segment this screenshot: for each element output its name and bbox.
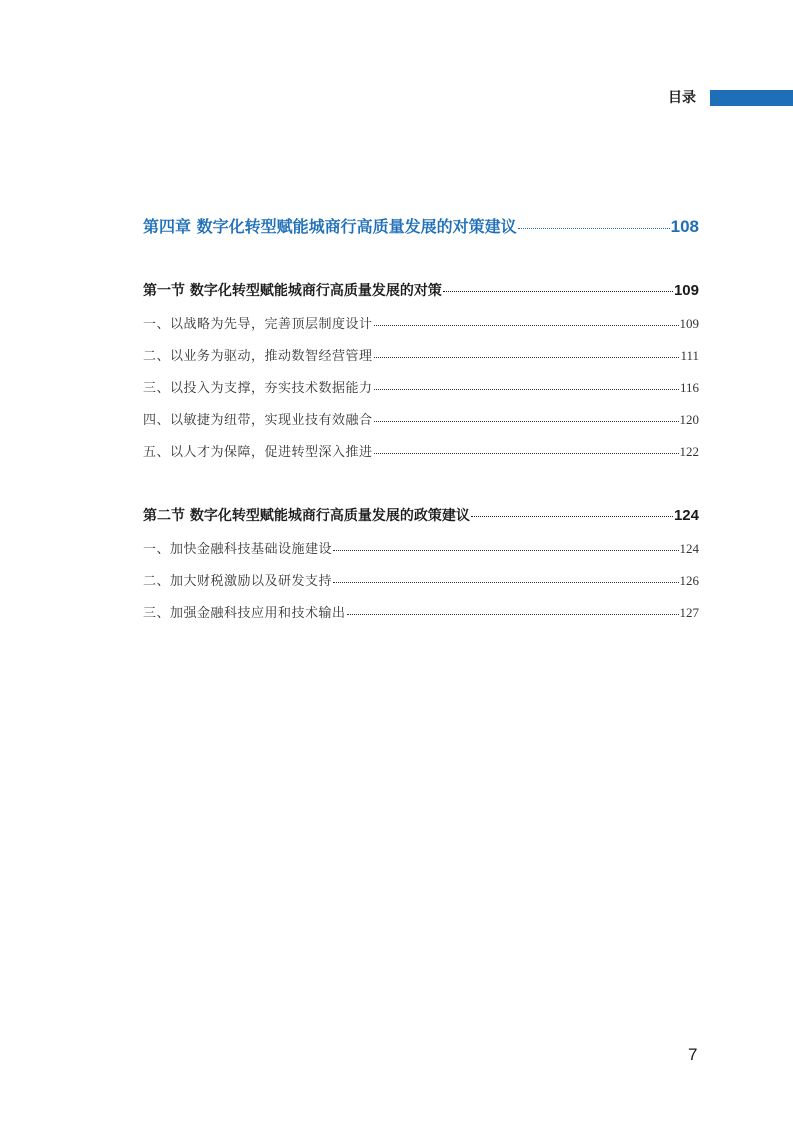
toc-section-entry[interactable]: [143, 505, 699, 525]
toc-item-entry[interactable]: [143, 602, 699, 621]
toc-chapter-title: 第四章 数字化转型赋能城商行高质量发展的对策建议: [143, 217, 517, 236]
toc-leader-dots: [374, 347, 680, 360]
toc-chapter-page: 108: [670, 217, 699, 236]
toc-section-page: 109: [673, 282, 699, 299]
toc-item-title: 三、加强金融科技应用和技术输出: [143, 606, 346, 621]
toc-leader-dots: [374, 411, 679, 424]
toc-item-page: 109: [679, 316, 699, 331]
toc-section-page: 124: [673, 507, 699, 524]
toc-leader-dots: [518, 216, 670, 232]
toc-leader-dots: [471, 506, 673, 520]
toc-item-page: 124: [679, 541, 699, 556]
toc-item-title: 四、以敏捷为纽带，实现业技有效融合: [143, 413, 373, 428]
toc-item-page: 111: [680, 348, 699, 363]
toc-item-title: 一、以战略为先导，完善顶层制度设计: [143, 317, 373, 332]
header-accent-bar: [710, 90, 793, 106]
toc-item-entry[interactable]: [143, 409, 699, 428]
toc-section-title: 第一节 数字化转型赋能城商行高质量发展的对策: [143, 283, 442, 299]
toc-item-page: 122: [679, 444, 699, 459]
toc-item-entry[interactable]: [143, 570, 699, 589]
toc-item-page: 116: [679, 380, 699, 395]
toc-section-entry[interactable]: [143, 280, 699, 300]
toc-item-page: 126: [679, 573, 699, 588]
toc-leader-dots: [374, 315, 679, 328]
toc-item-page: 127: [679, 605, 699, 620]
toc-item-entry[interactable]: [143, 441, 699, 460]
toc-leader-dots: [333, 572, 678, 585]
toc-item-title: 五、以人才为保障，促进转型深入推进: [143, 445, 373, 460]
toc-chapter-entry[interactable]: [143, 214, 699, 237]
toc-item-title: 二、加大财税激励以及研发支持: [143, 574, 333, 589]
toc-item-title: 三、以投入为支撑，夯实技术数据能力: [143, 381, 373, 396]
toc-item-entry[interactable]: [143, 538, 699, 557]
toc-item-title: 一、加快金融科技基础设施建设: [143, 542, 333, 557]
toc-leader-dots: [333, 540, 678, 553]
toc-leader-dots: [374, 443, 679, 456]
toc-item-entry[interactable]: [143, 377, 699, 396]
toc-item-entry[interactable]: [143, 345, 699, 364]
toc-section-title: 第二节 数字化转型赋能城商行高质量发展的政策建议: [143, 508, 470, 524]
toc-leader-dots: [374, 379, 679, 392]
toc-item-title: 二、以业务为驱动，推动数智经营管理: [143, 349, 373, 364]
toc-item-page: 120: [679, 412, 699, 427]
toc-leader-dots: [443, 281, 673, 295]
toc-item-entry[interactable]: [143, 313, 699, 332]
header-title: 目录: [668, 90, 696, 106]
page-number: 7: [688, 1045, 698, 1064]
toc-leader-dots: [347, 604, 679, 617]
